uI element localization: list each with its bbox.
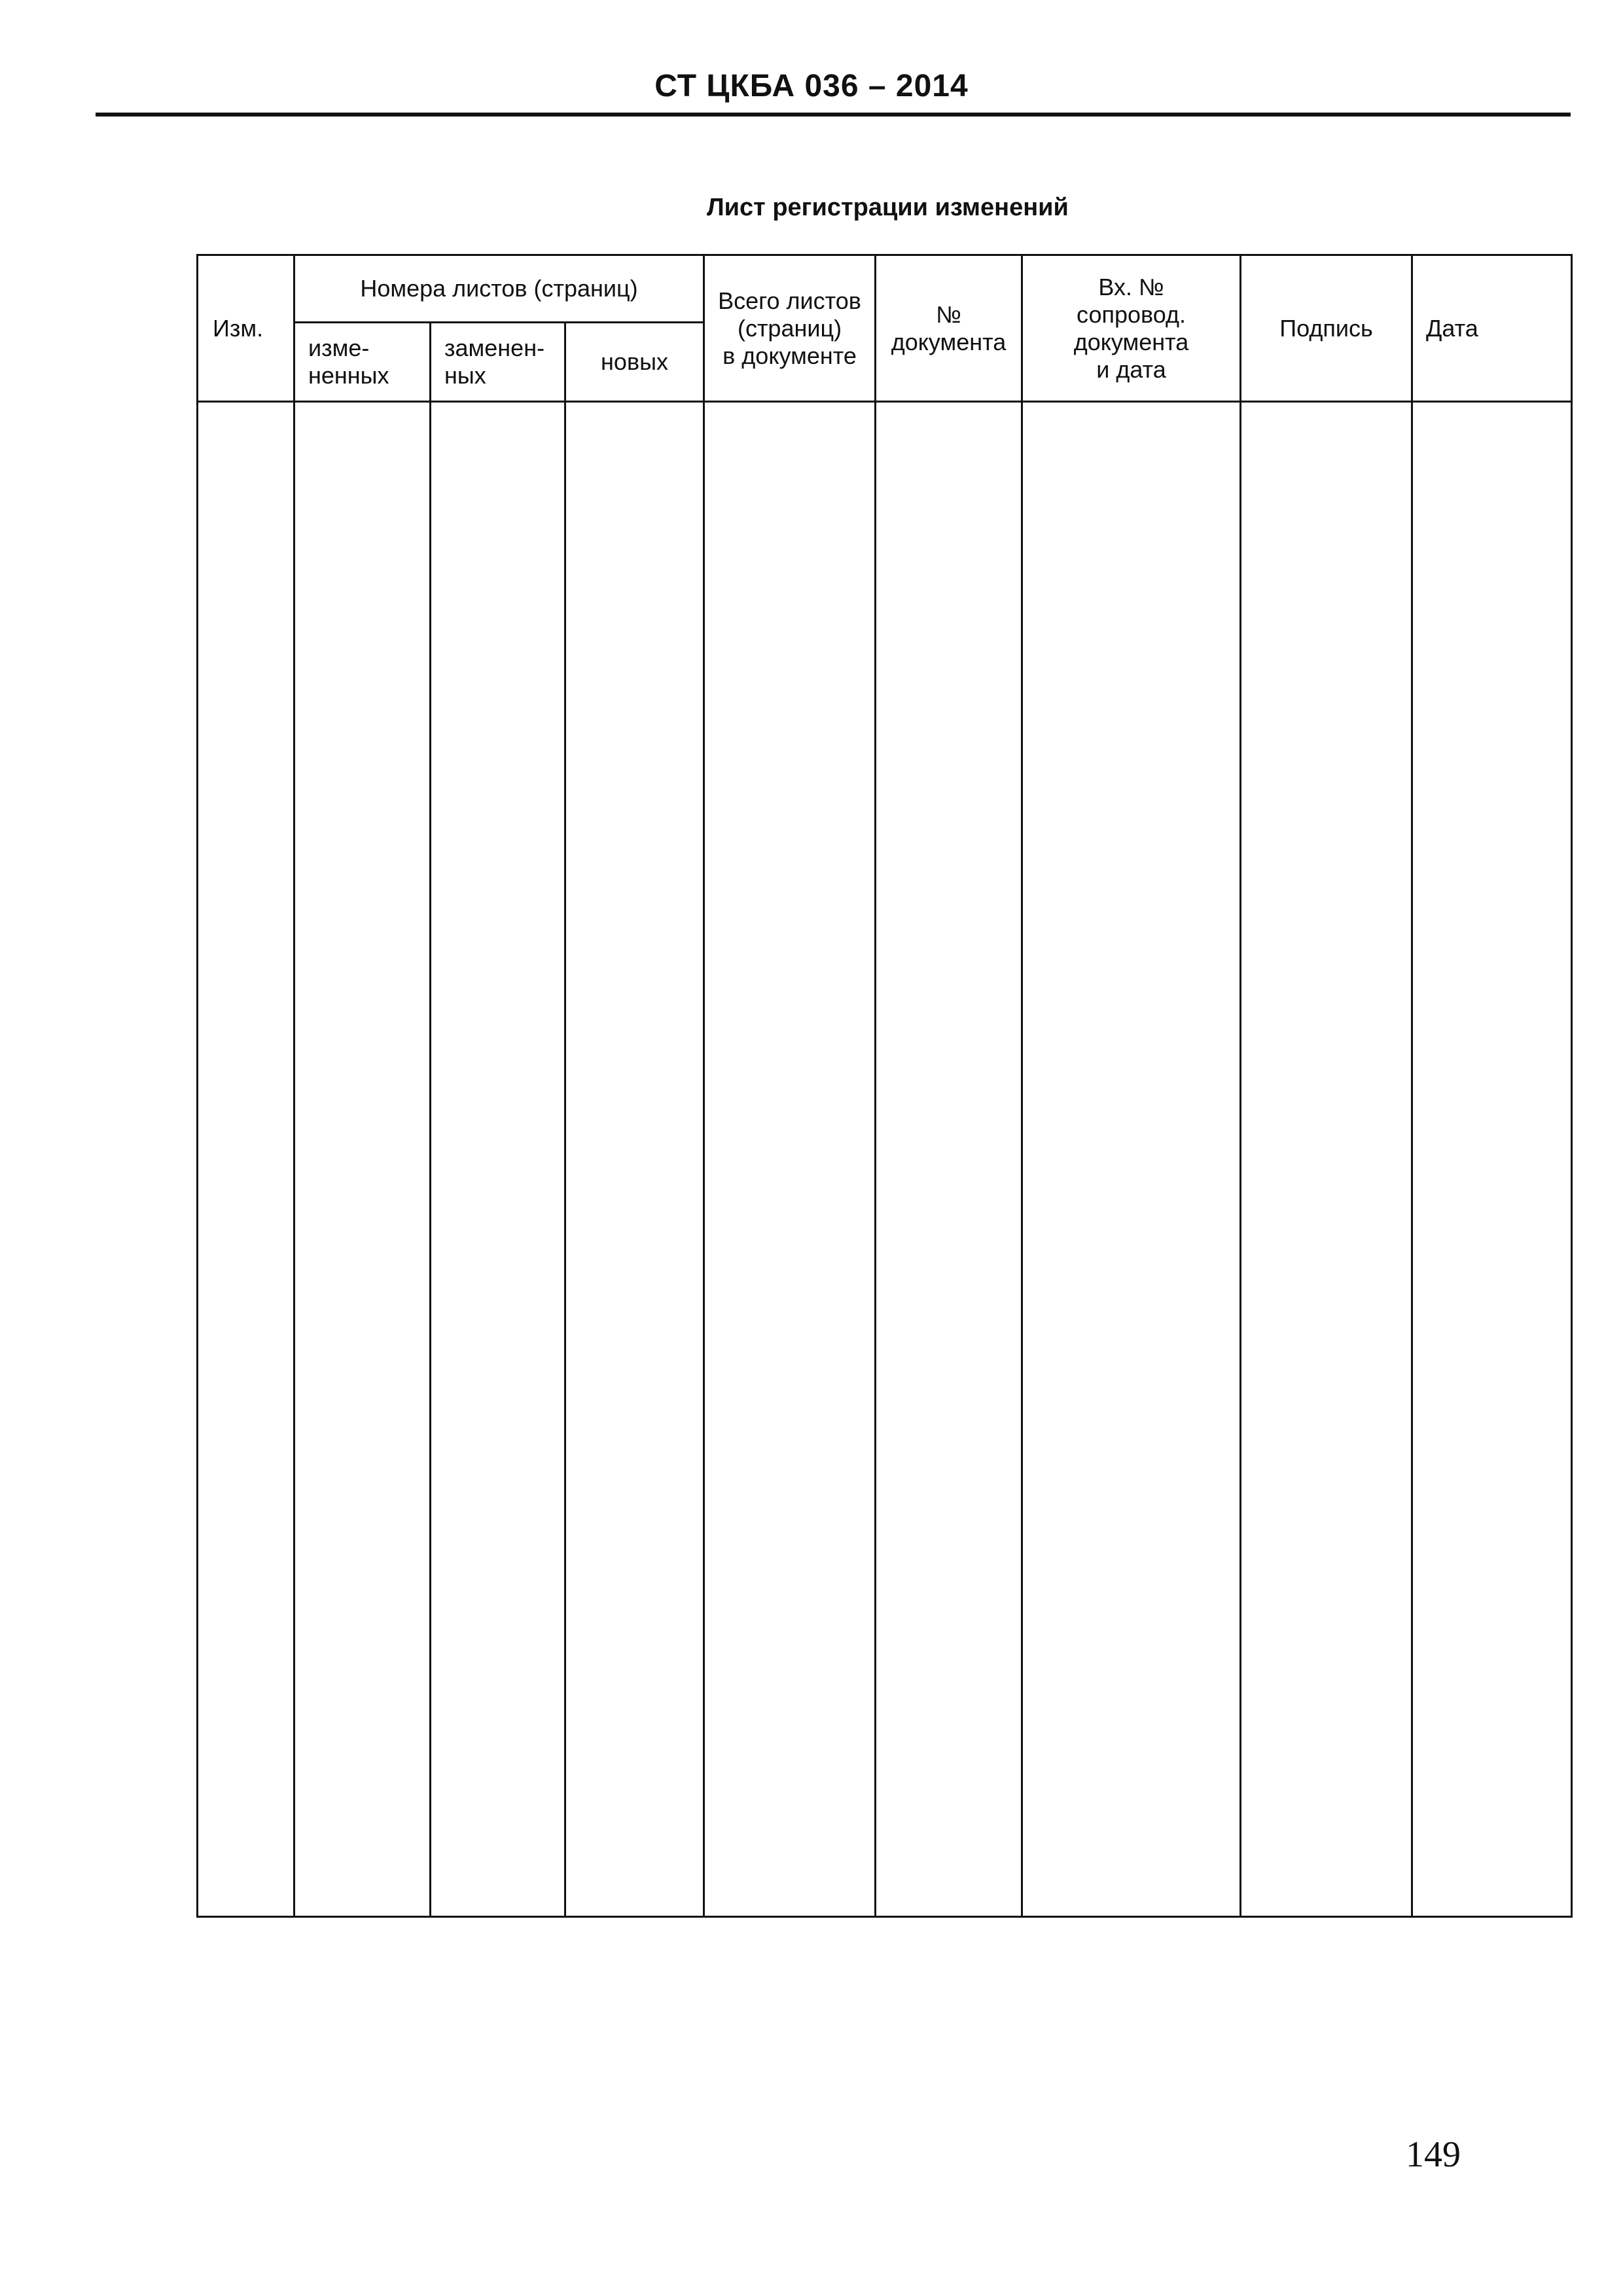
column-header-total-sheets: Всего листов (страниц) в документе	[704, 255, 876, 402]
column-header-new: новых	[565, 323, 704, 402]
column-header-doc-number: № документа	[876, 255, 1022, 402]
column-header-replaced: заменен- ных	[431, 323, 565, 402]
table-cell-izm	[198, 402, 294, 1917]
column-header-sheet-numbers: Номера листов (страниц)	[294, 255, 704, 323]
sheet-title: Лист регистрации изменений	[707, 194, 1069, 221]
table-row	[198, 402, 1572, 1917]
table-cell-signature	[1241, 402, 1412, 1917]
page-number: 149	[1406, 2134, 1461, 2175]
document-code-header: СТ ЦКБА 036 – 2014	[654, 69, 969, 103]
change-registration-table	[196, 254, 1573, 1918]
table-cell-new	[565, 402, 704, 1917]
header-rule	[96, 113, 1571, 117]
table-cell-replaced	[431, 402, 565, 1917]
column-header-signature: Подпись	[1241, 255, 1412, 402]
column-header-changed: изме- ненных	[294, 323, 431, 402]
column-header-izm: Изм.	[198, 255, 294, 402]
table-cell-date	[1412, 402, 1572, 1917]
table-cell-incoming	[1022, 402, 1241, 1917]
table-cell-total-sheets	[704, 402, 876, 1917]
column-header-date: Дата	[1412, 255, 1572, 402]
table-cell-doc-number	[876, 402, 1022, 1917]
table-header-row	[198, 255, 1572, 323]
column-header-incoming: Вх. № сопровод. документа и дата	[1022, 255, 1241, 402]
table-cell-changed	[294, 402, 431, 1917]
